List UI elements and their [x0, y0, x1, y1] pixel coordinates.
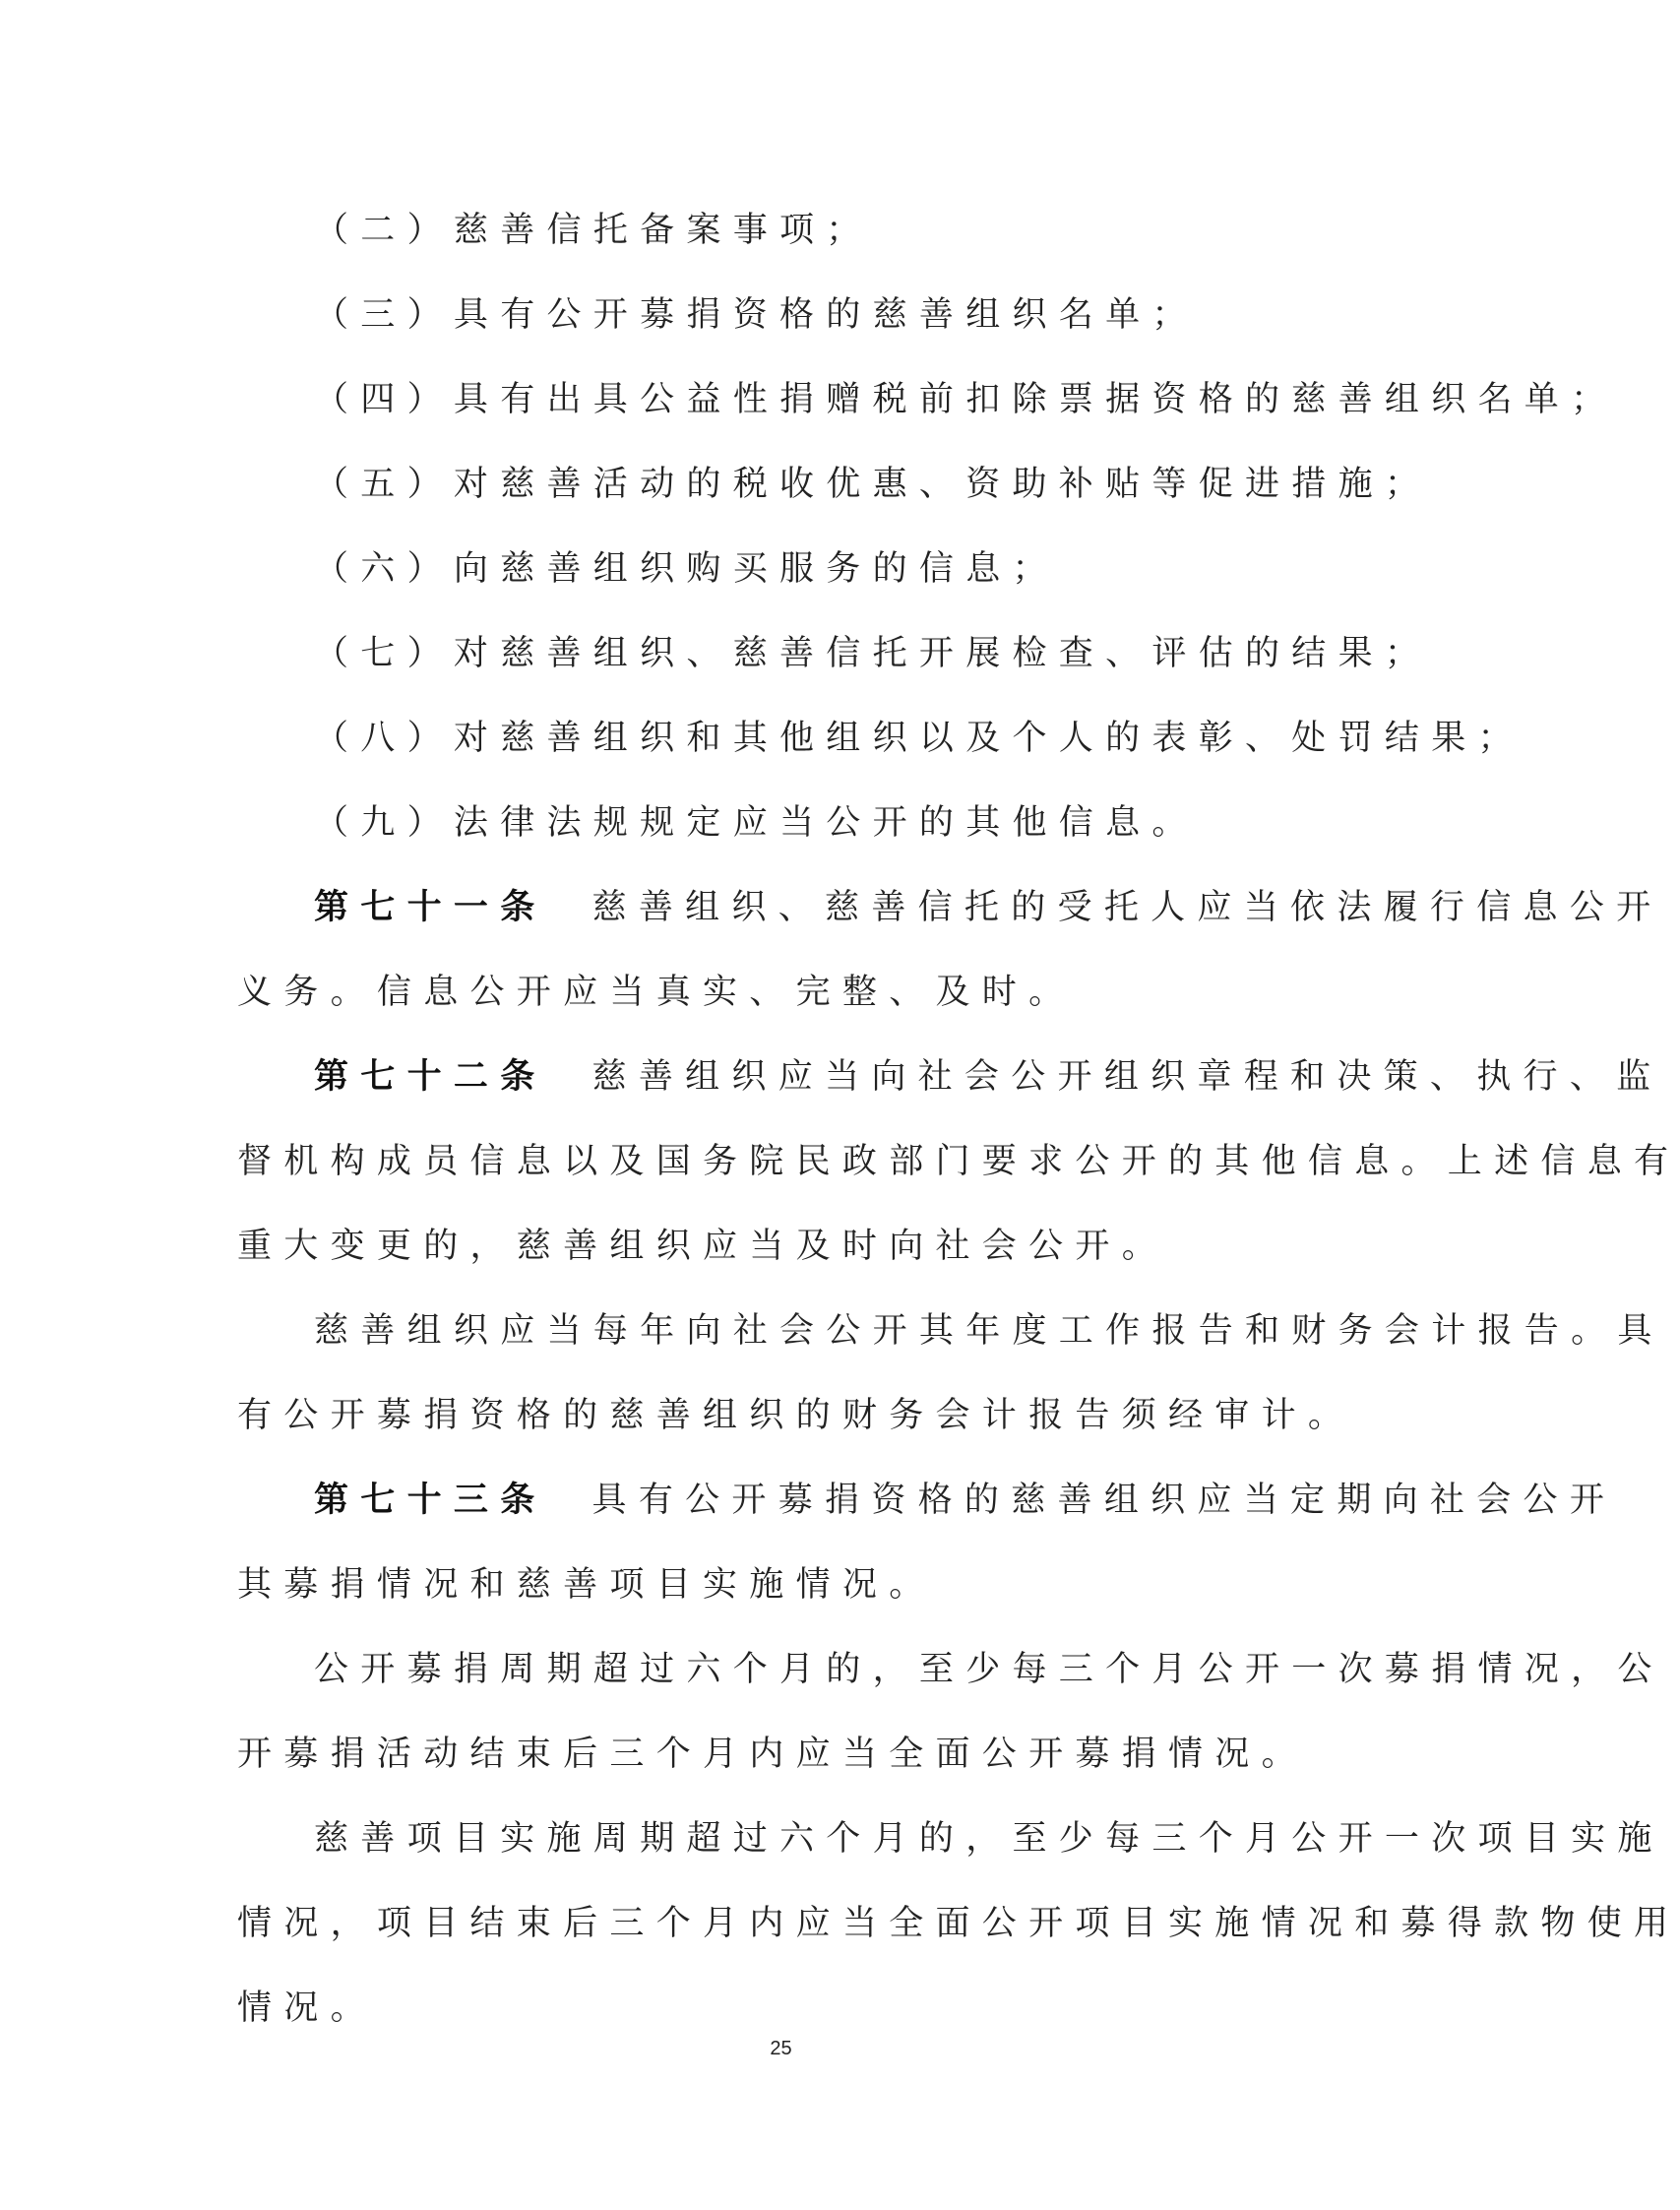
list-item-2: （二）慈善信托备案事项； — [314, 211, 873, 250]
article-71-line-2: 义务。信息公开应当真实、完整、及时。 — [237, 973, 1076, 1012]
list-item-4: （四）具有出具公益性捐赠税前扣除票据资格的慈善组织名单； — [314, 380, 1618, 419]
article-71-heading: 第七十一条 — [314, 887, 547, 927]
article-73-para2-line-2: 开募捐活动结束后三个月内应当全面公开募捐情况。 — [237, 1735, 1308, 1774]
article-71-first-line — [314, 886, 1663, 929]
list-item-8: （八）对慈善组织和其他组织以及个人的表彰、处罚结果； — [314, 719, 1524, 758]
list-item-6: （六）向慈善组织购买服务的信息； — [314, 549, 1059, 589]
article-73-text: 具有公开募捐资格的慈善组织应当定期向社会公开 — [591, 1481, 1617, 1520]
article-73-para3-line-1: 慈善项目实施周期超过六个月的，至少每三个月公开一次项目实施 — [314, 1819, 1664, 1859]
article-71-text: 慈善组织、慈善信托的受托人应当依法履行信息公开 — [591, 888, 1663, 927]
article-72-first-line — [314, 1055, 1663, 1099]
article-72-line-3: 重大变更的，慈善组织应当及时向社会公开。 — [237, 1227, 1169, 1266]
list-item-3: （三）具有公开募捐资格的慈善组织名单； — [314, 295, 1199, 335]
article-72-para2-line-1: 慈善组织应当每年向社会公开其年度工作报告和财务会计报告。具 — [314, 1311, 1664, 1351]
list-item-9: （九）法律法规规定应当公开的其他信息。 — [314, 803, 1199, 843]
article-73-para3-line-3: 情况。 — [237, 1989, 377, 2028]
page-number: 25 — [770, 2038, 792, 2059]
list-item-5: （五）对慈善活动的税收优惠、资助补贴等促进措施； — [314, 465, 1432, 504]
article-73-first-line — [314, 1479, 1617, 1522]
article-73-line-2: 其募捐情况和慈善项目实施情况。 — [237, 1565, 936, 1605]
article-72-line-2: 督机构成员信息以及国务院民政部门要求公开的其他信息。上述信息有 — [237, 1142, 1680, 1181]
article-72-heading: 第七十二条 — [314, 1056, 547, 1097]
article-73-para3-line-2: 情况，项目结束后三个月内应当全面公开项目实施情况和募得款物使用 — [237, 1904, 1680, 1943]
article-73-heading: 第七十三条 — [314, 1480, 547, 1520]
article-72-text: 慈善组织应当向社会公开组织章程和决策、执行、监 — [591, 1057, 1663, 1097]
article-72-para2-line-2: 有公开募捐资格的慈善组织的财务会计报告须经审计。 — [237, 1396, 1355, 1435]
article-73-para2-line-1: 公开募捐周期超过六个月的，至少每三个月公开一次募捐情况，公 — [314, 1650, 1664, 1689]
list-item-7: （七）对慈善组织、慈善信托开展检查、评估的结果； — [314, 634, 1432, 673]
